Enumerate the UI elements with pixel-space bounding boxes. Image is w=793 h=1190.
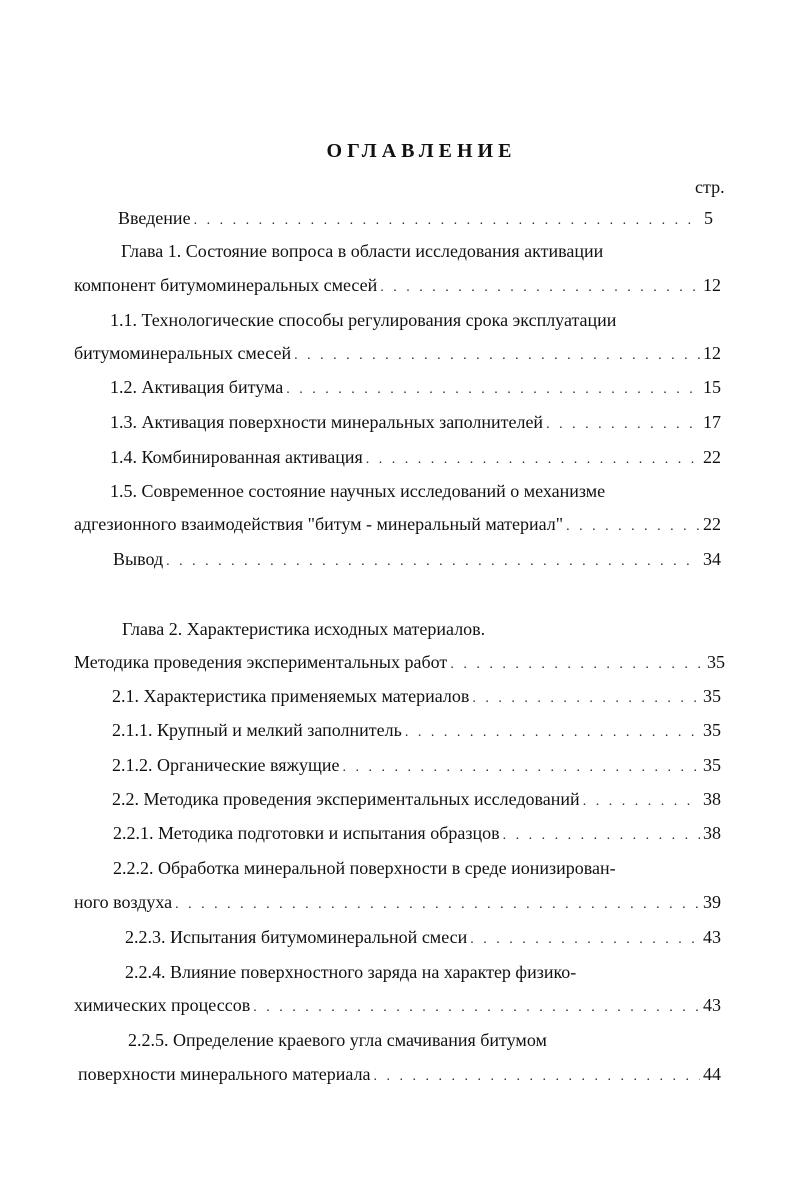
toc-entry-text: поверхности минерального материала — [78, 1064, 371, 1084]
toc-entry — [74, 275, 721, 299]
toc-entry — [113, 823, 721, 847]
toc-entry — [112, 755, 721, 779]
dot-leader — [405, 725, 700, 741]
dot-leader — [166, 554, 700, 570]
toc-entry — [113, 549, 721, 573]
toc-entry-text: 2.2.3. Испытания битумоминеральной смеси — [125, 927, 468, 947]
toc-entry-page: 35 — [707, 652, 725, 672]
dot-leader — [286, 382, 700, 398]
toc-entry — [110, 412, 721, 436]
toc-entry-page: 35 — [703, 755, 721, 775]
toc-entry — [112, 686, 721, 710]
toc-entry-line: Глава 1. Состояние вопроса в области исследования активации — [121, 241, 604, 261]
dot-leader — [374, 1069, 700, 1085]
toc-entry-line: 1.5. Современное состояние научных исследований о механизме — [110, 481, 606, 501]
toc-entry-page: 35 — [703, 686, 721, 706]
toc-entry-page: 34 — [703, 549, 721, 569]
dot-leader — [546, 417, 700, 433]
toc-entry-text: химических процессов — [74, 995, 251, 1015]
toc-entry-page: 44 — [703, 1064, 721, 1084]
toc-entry-page: 38 — [703, 823, 721, 843]
toc-entry-text: адгезионного взаимодействия "битум - минеральный материал" — [74, 514, 564, 534]
toc-entry — [125, 927, 721, 951]
page-column-header: стр. — [695, 177, 725, 197]
toc-entry-text: 2.1.1. Крупный и мелкий заполнитель — [112, 720, 402, 740]
toc-entry-line: 2.2.4. Влияние поверхностного заряда на характер физико- — [125, 962, 577, 982]
dot-leader — [253, 1000, 700, 1016]
toc-entry-text: 1.4. Комбинированная активация — [110, 447, 363, 467]
toc-entry-page: 43 — [703, 927, 721, 947]
toc-entry-page: 5 — [704, 208, 713, 228]
toc-entry — [112, 789, 721, 813]
dot-leader — [366, 452, 700, 468]
toc-entry-page: 22 — [703, 514, 721, 534]
toc-entry-text: 2.1. Характеристика применяемых материалов — [112, 686, 470, 706]
dot-leader — [566, 519, 700, 535]
dot-leader — [472, 691, 700, 707]
toc-entry-line: Глава 2. Характеристика исходных материалов. — [122, 619, 486, 639]
toc-entry-page: 12 — [703, 275, 721, 295]
dot-leader — [194, 213, 701, 229]
dot-leader — [450, 657, 704, 673]
toc-entry — [74, 343, 721, 367]
toc-entry — [112, 720, 721, 744]
toc-entry-page: 35 — [703, 720, 721, 740]
toc-entry-page: 15 — [703, 377, 721, 397]
toc-entry-page: 22 — [703, 447, 721, 467]
dot-leader — [380, 280, 700, 296]
dot-leader — [175, 897, 700, 913]
toc-entry-text: компонент битумоминеральных смесей — [74, 275, 378, 295]
toc-entry-text: битумоминеральных смесей — [74, 343, 292, 363]
toc-entry — [74, 995, 721, 1019]
toc-entry-text: Методика проведения экспериментальных работ — [74, 652, 448, 672]
toc-entry-line: 1.1. Технологические способы регулирования срока эксплуатации — [110, 310, 617, 330]
toc-entry-page: 38 — [703, 789, 721, 809]
toc-entry-text: Введение — [118, 208, 191, 228]
toc-entry — [110, 377, 721, 401]
toc-entry — [118, 208, 713, 232]
toc-entry — [78, 1064, 721, 1088]
toc-entry — [74, 514, 721, 538]
toc-entry-page: 12 — [703, 343, 721, 363]
toc-entry-text: 2.1.2. Органические вяжущие — [112, 755, 340, 775]
toc-entry-text: 2.2.1. Методика подготовки и испытания образцов — [113, 823, 500, 843]
dot-leader — [470, 932, 700, 948]
toc-entry — [110, 447, 721, 471]
toc-entry-line: 2.2.5. Определение краевого угла смачивания битумом — [128, 1030, 547, 1050]
toc-entry — [74, 652, 725, 676]
dot-leader — [503, 828, 700, 844]
toc-entry-page: 39 — [703, 892, 721, 912]
toc-title: ОГЛАВЛЕНИЕ — [326, 140, 517, 162]
dot-leader — [294, 348, 700, 364]
toc-entry-page: 43 — [703, 995, 721, 1015]
toc-entry-text: 1.2. Активация битума — [110, 377, 284, 397]
dot-leader — [583, 794, 700, 810]
toc-entry-text: ного воздуха — [74, 892, 173, 912]
toc-entry-text: 1.3. Активация поверхности минеральных заполнителей — [110, 412, 544, 432]
toc-entry-text: 2.2. Методика проведения экспериментальных исследований — [112, 789, 580, 809]
toc-entry-line: 2.2.2. Обработка минеральной поверхности в среде ионизирован- — [113, 858, 616, 878]
toc-entry-text: Вывод — [113, 549, 164, 569]
dot-leader — [342, 760, 700, 776]
toc-entry-page: 17 — [703, 412, 721, 432]
toc-entry — [74, 892, 721, 916]
